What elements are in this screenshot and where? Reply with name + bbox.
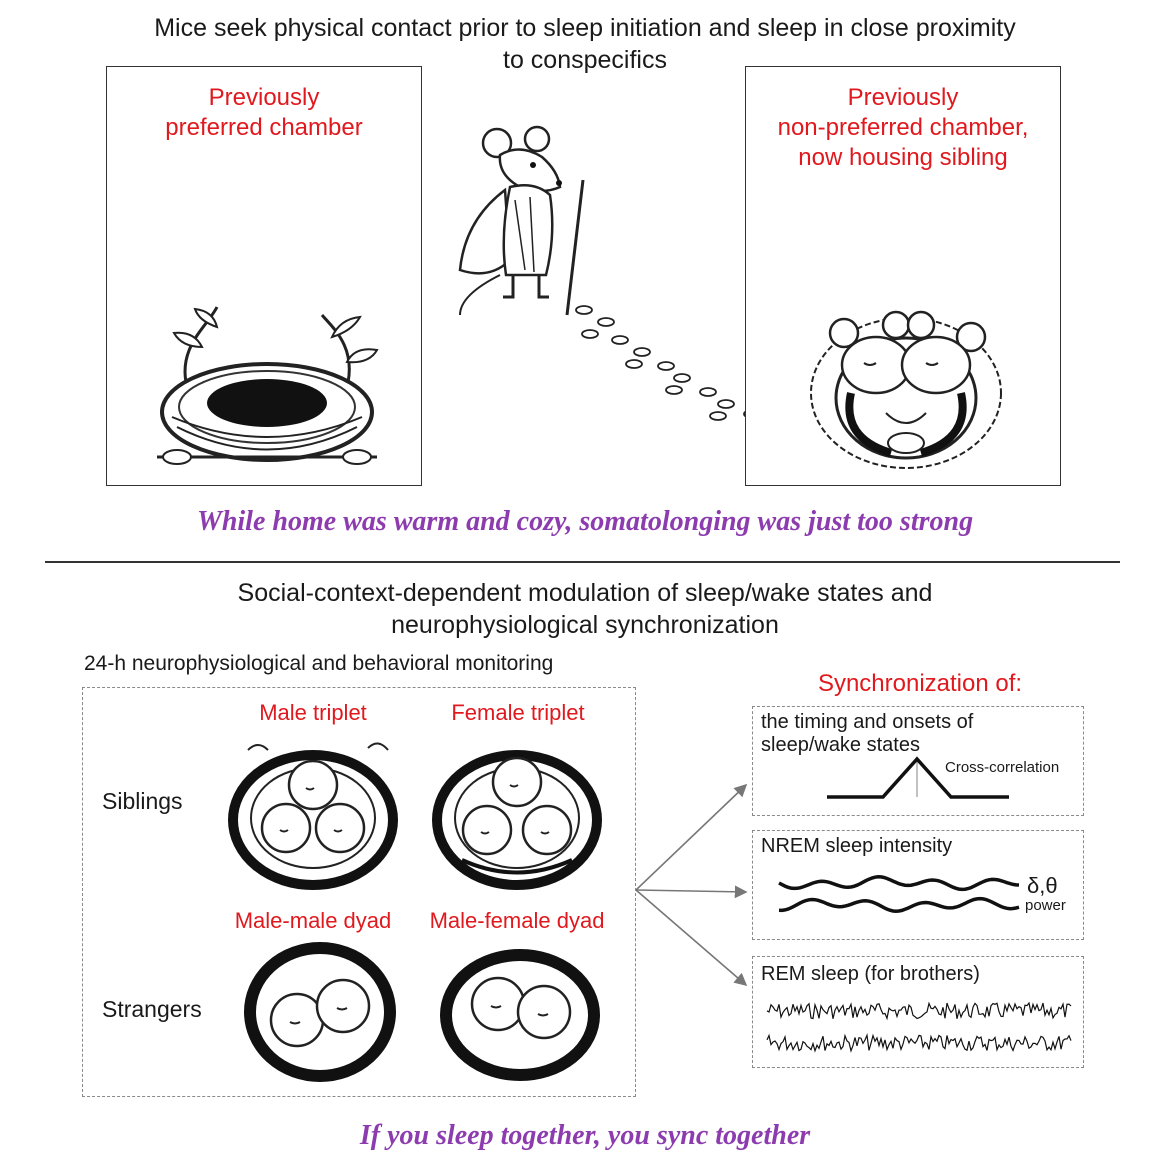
sync-box-nrem (752, 830, 1084, 940)
cross-correlation-plot (823, 753, 1013, 803)
empty-nest-illustration (147, 307, 387, 477)
sync-box-rem (752, 956, 1084, 1068)
row-label-siblings: Siblings (102, 788, 183, 814)
right-chamber-label-line1: Previously (847, 84, 959, 111)
sync-box-timing-text (761, 711, 973, 757)
bottom-title (0, 577, 1170, 641)
group-label-male-triplet: Male triplet (259, 700, 367, 725)
wandering-mouse-illustration (455, 125, 595, 315)
female-triplet-nest (432, 730, 602, 890)
synchronization-arrows (634, 780, 754, 990)
top-title-line1: Mice seek physical contact prior to sleep initiation and sleep in close proximity (154, 14, 1016, 42)
sync-box-timing (752, 706, 1084, 816)
group-label-male-male-dyad: Male-male dyad (234, 908, 392, 933)
left-chamber (106, 66, 422, 486)
sync-box-timing-line2: sleep/wake states (761, 734, 920, 756)
section-divider (45, 561, 1120, 563)
left-chamber-label-line1: Previously (208, 84, 320, 111)
cross-correlation-label: Cross-correlation (945, 759, 1060, 776)
power-label: power (1025, 897, 1066, 914)
right-chamber-label-line2: non-preferred chamber, (777, 114, 1029, 141)
nrem-wave-plot (779, 871, 1019, 917)
male-male-dyad-nest (245, 940, 395, 1080)
left-chamber-label (107, 83, 421, 143)
left-chamber-label-line2: preferred chamber (165, 114, 363, 141)
male-triplet-nest (228, 730, 398, 890)
top-title-line2: to conspecifics (503, 46, 667, 74)
rem-wave-2 (767, 1035, 1071, 1051)
nrem-wave-2 (779, 899, 1019, 912)
sync-box-timing-line1: the timing and onsets of (761, 711, 974, 733)
cuddling-mice-illustration (806, 303, 1006, 473)
bottom-title-line1: Social-context-dependent modulation of sleep/wake states and (237, 579, 933, 607)
sync-title: Synchronization of: (817, 670, 1023, 697)
sync-box-rem-text: REM sleep (for brothers) (761, 963, 980, 985)
right-chamber-label (746, 83, 1060, 173)
group-label-female-triplet: Female triplet (451, 700, 585, 725)
sync-box-nrem-text: NREM sleep intensity (761, 835, 953, 857)
row-label-strangers: Strangers (102, 996, 202, 1022)
right-chamber (745, 66, 1061, 486)
top-tagline: While home was warm and cozy, somatolonging was just too strong (196, 506, 974, 537)
group-label-male-female-dyad: Male-female dyad (429, 908, 605, 933)
male-female-dyad-nest (440, 940, 600, 1080)
rem-wave-1 (767, 1003, 1071, 1019)
delta-theta-label: δ,θ (1027, 873, 1058, 898)
right-chamber-label-line3: now housing sibling (798, 144, 1008, 171)
rem-wave-plot (767, 997, 1072, 1059)
nrem-wave-1 (779, 877, 1019, 890)
monitoring-label: 24-h neurophysiological and behavioral monitoring (84, 652, 554, 675)
bottom-title-line2: neurophysiological synchronization (391, 611, 779, 639)
bottom-tagline: If you sleep together, you sync together (359, 1120, 811, 1151)
